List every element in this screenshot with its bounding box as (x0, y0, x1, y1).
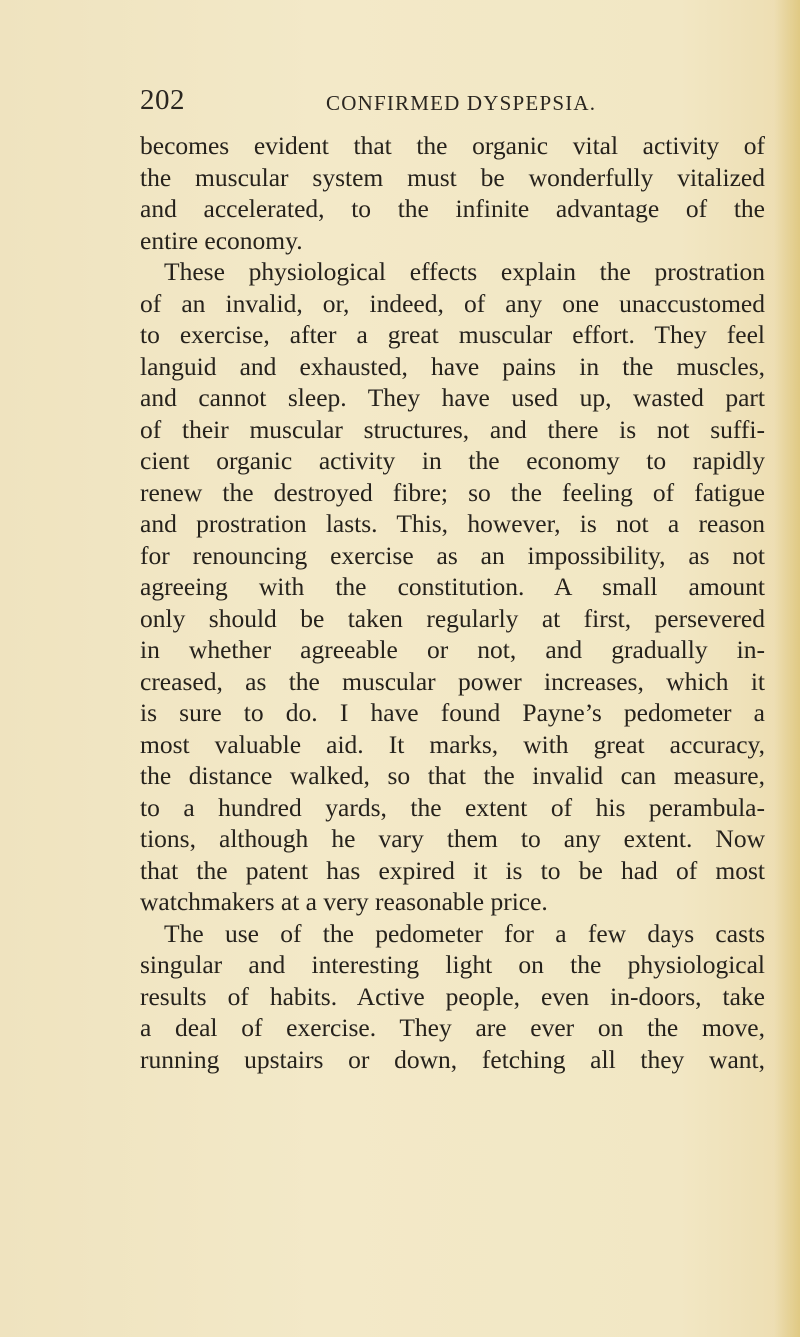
page-number: 202 (140, 84, 185, 116)
text-line: entire economy. (140, 225, 303, 255)
text-line: to a hundred yards, the extent of his perambula- (140, 792, 765, 822)
running-title: CONFIRMED DYSPEPSIA. (326, 91, 597, 115)
page-header (0, 84, 800, 124)
text-line: cient organic activity in the economy to rapidly (140, 446, 765, 475)
text-line: for renouncing exercise as an impossibility, as not (140, 540, 765, 570)
text-line: that the patent has expired it is to be had of most (140, 855, 765, 885)
text-line: These physiological effects explain the prostration (164, 257, 765, 286)
text-line: of an invalid, or, indeed, of any one unaccustomed (140, 288, 765, 318)
text-line: running upstairs or down, fetching all they want, (140, 1044, 765, 1074)
text-line: The use of the pedometer for a few days casts (164, 918, 765, 948)
text-line: results of habits. Active people, even in-doors, take (140, 981, 765, 1011)
text-line: the muscular system must be wonderfully vitalized (140, 162, 765, 192)
text-line: only should be taken regularly at first, persevered (140, 603, 765, 633)
text-line: and prostration lasts. This, however, is not a reason (140, 509, 765, 538)
text-line: and accelerated, to the infinite advantage of the (140, 194, 765, 223)
text-line: of their muscular structures, and there is not suffi- (140, 414, 765, 444)
text-line: agreeing with the constitution. A small amount (140, 572, 765, 601)
text-line: is sure to do. I have found Payne’s pedometer a (140, 698, 765, 727)
text-line: languid and exhausted, have pains in the muscles, (140, 351, 765, 381)
text-line: tions, although he vary them to any extent. Now (140, 824, 765, 853)
text-line: the distance walked, so that the invalid can measure, (140, 761, 765, 790)
text-line: and cannot sleep. They have used up, wasted part (140, 383, 765, 412)
body-text (140, 130, 765, 1075)
text-line: watchmakers at a very reasonable price. (140, 887, 548, 916)
text-line: in whether agreeable or not, and gradually in- (140, 635, 765, 664)
page-edge-shadow (774, 0, 800, 1337)
text-line: a deal of exercise. They are ever on the move, (140, 1013, 765, 1042)
text-line: to exercise, after a great muscular effort. They feel (140, 320, 765, 349)
text-line: renew the destroyed fibre; so the feeling of fatigue (140, 477, 765, 507)
text-line: becomes evident that the organic vital activity of (140, 131, 765, 160)
text-line: most valuable aid. It marks, with great accuracy, (140, 729, 765, 759)
text-line: creased, as the muscular power increases, which it (140, 666, 765, 696)
text-line: singular and interesting light on the physiological (140, 950, 765, 979)
